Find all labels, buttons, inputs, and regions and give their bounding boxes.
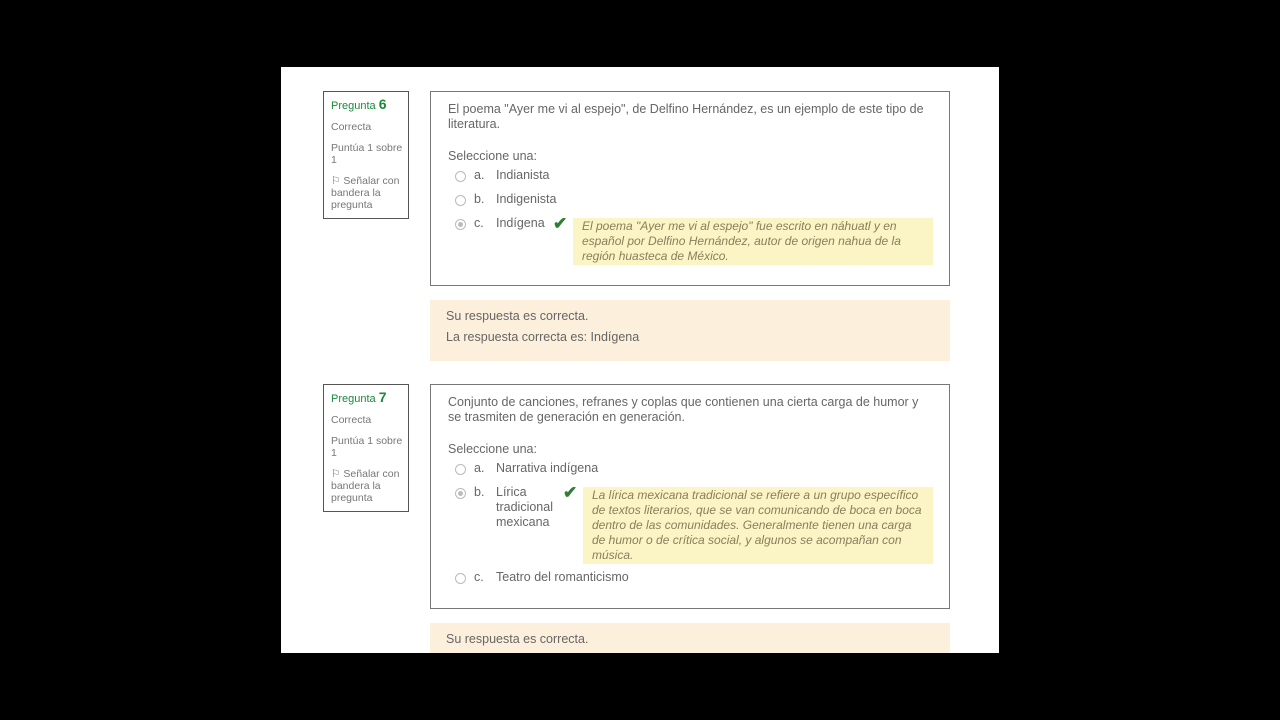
flag-icon: ⚐: [331, 468, 341, 480]
question-text: Conjunto de canciones, refranes y coplas que contienen una cierta carga de humor y se trasmiten de generación en generación.: [448, 395, 919, 424]
radio-button[interactable]: [455, 171, 466, 182]
option-label: Lírica tradicional mexicana: [496, 485, 553, 529]
question-score: Puntúa 1 sobre 1: [331, 142, 403, 166]
quiz-review-page: [281, 67, 999, 653]
flag-label: Señalar con bandera la pregunta: [331, 468, 400, 504]
question-number-value: 7: [378, 389, 387, 405]
option-label: Indianista: [496, 168, 550, 182]
option-letter: c.: [474, 570, 484, 584]
outcome-text: Su respuesta es correcta.: [446, 632, 589, 646]
option-c[interactable]: [448, 570, 933, 585]
radio-button[interactable]: [455, 573, 466, 584]
option-feedback: El poema "Ayer me vi al espejo" fue escrito en náhuatl y en español por Delfino Hernández, autor de origen nahua de la región huasteca de México.: [573, 218, 933, 265]
select-prompt: Seleccione una:: [448, 442, 537, 456]
option-letter: b.: [474, 485, 485, 499]
radio-button-selected[interactable]: [455, 219, 466, 230]
option-label: Indígena: [496, 216, 545, 230]
flag-question-link[interactable]: [331, 175, 408, 211]
option-letter: a.: [474, 168, 485, 182]
correct-check-icon: ✔: [553, 214, 568, 233]
option-b[interactable]: [448, 192, 933, 207]
question-score: Puntúa 1 sobre 1: [331, 435, 403, 459]
question-number-label: Pregunta: [331, 393, 376, 405]
question-status: Correcta: [331, 414, 372, 426]
correct-check-icon: ✔: [563, 483, 578, 502]
option-label: Narrativa indígena: [496, 461, 599, 475]
radio-button[interactable]: [455, 195, 466, 206]
select-prompt: Seleccione una:: [448, 149, 537, 163]
option-letter: b.: [474, 192, 485, 206]
option-letter: a.: [474, 461, 485, 475]
flag-question-link[interactable]: [331, 468, 408, 504]
option-a[interactable]: [448, 461, 933, 476]
flag-label: Señalar con bandera la pregunta: [331, 175, 400, 211]
outcome-text: Su respuesta es correcta.: [446, 309, 589, 323]
question-number: [331, 98, 408, 112]
outcome-box-6: [430, 300, 950, 361]
question-info-7: [323, 384, 409, 512]
question-number-value: 6: [378, 96, 387, 112]
question-number: [331, 391, 408, 405]
option-label: Teatro del romanticismo: [496, 570, 629, 584]
flag-icon: ⚐: [331, 175, 341, 187]
radio-button-selected[interactable]: [455, 488, 466, 499]
question-number-label: Pregunta: [331, 100, 376, 112]
question-content-7: [430, 384, 950, 609]
radio-button[interactable]: [455, 464, 466, 475]
question-info-6: [323, 91, 409, 219]
option-feedback: La lírica mexicana tradicional se refiere a un grupo específico de textos literarios, que se van comunicando de boca en boca dentro de las comunidades. Generalmente tienen una carga de humor o de crítica social, y algunos se acompañan con música.: [583, 487, 933, 564]
outcome-box-7: [430, 623, 950, 653]
question-text: El poema "Ayer me vi al espejo", de Delfino Hernández, es un ejemplo de este tipo de literatura.: [448, 102, 924, 131]
option-a[interactable]: [448, 168, 933, 183]
option-letter: c.: [474, 216, 484, 230]
question-content-6: [430, 91, 950, 286]
option-label: Indigenista: [496, 192, 557, 206]
right-answer-text: La respuesta correcta es: Indígena: [446, 330, 640, 344]
question-status: Correcta: [331, 121, 372, 133]
